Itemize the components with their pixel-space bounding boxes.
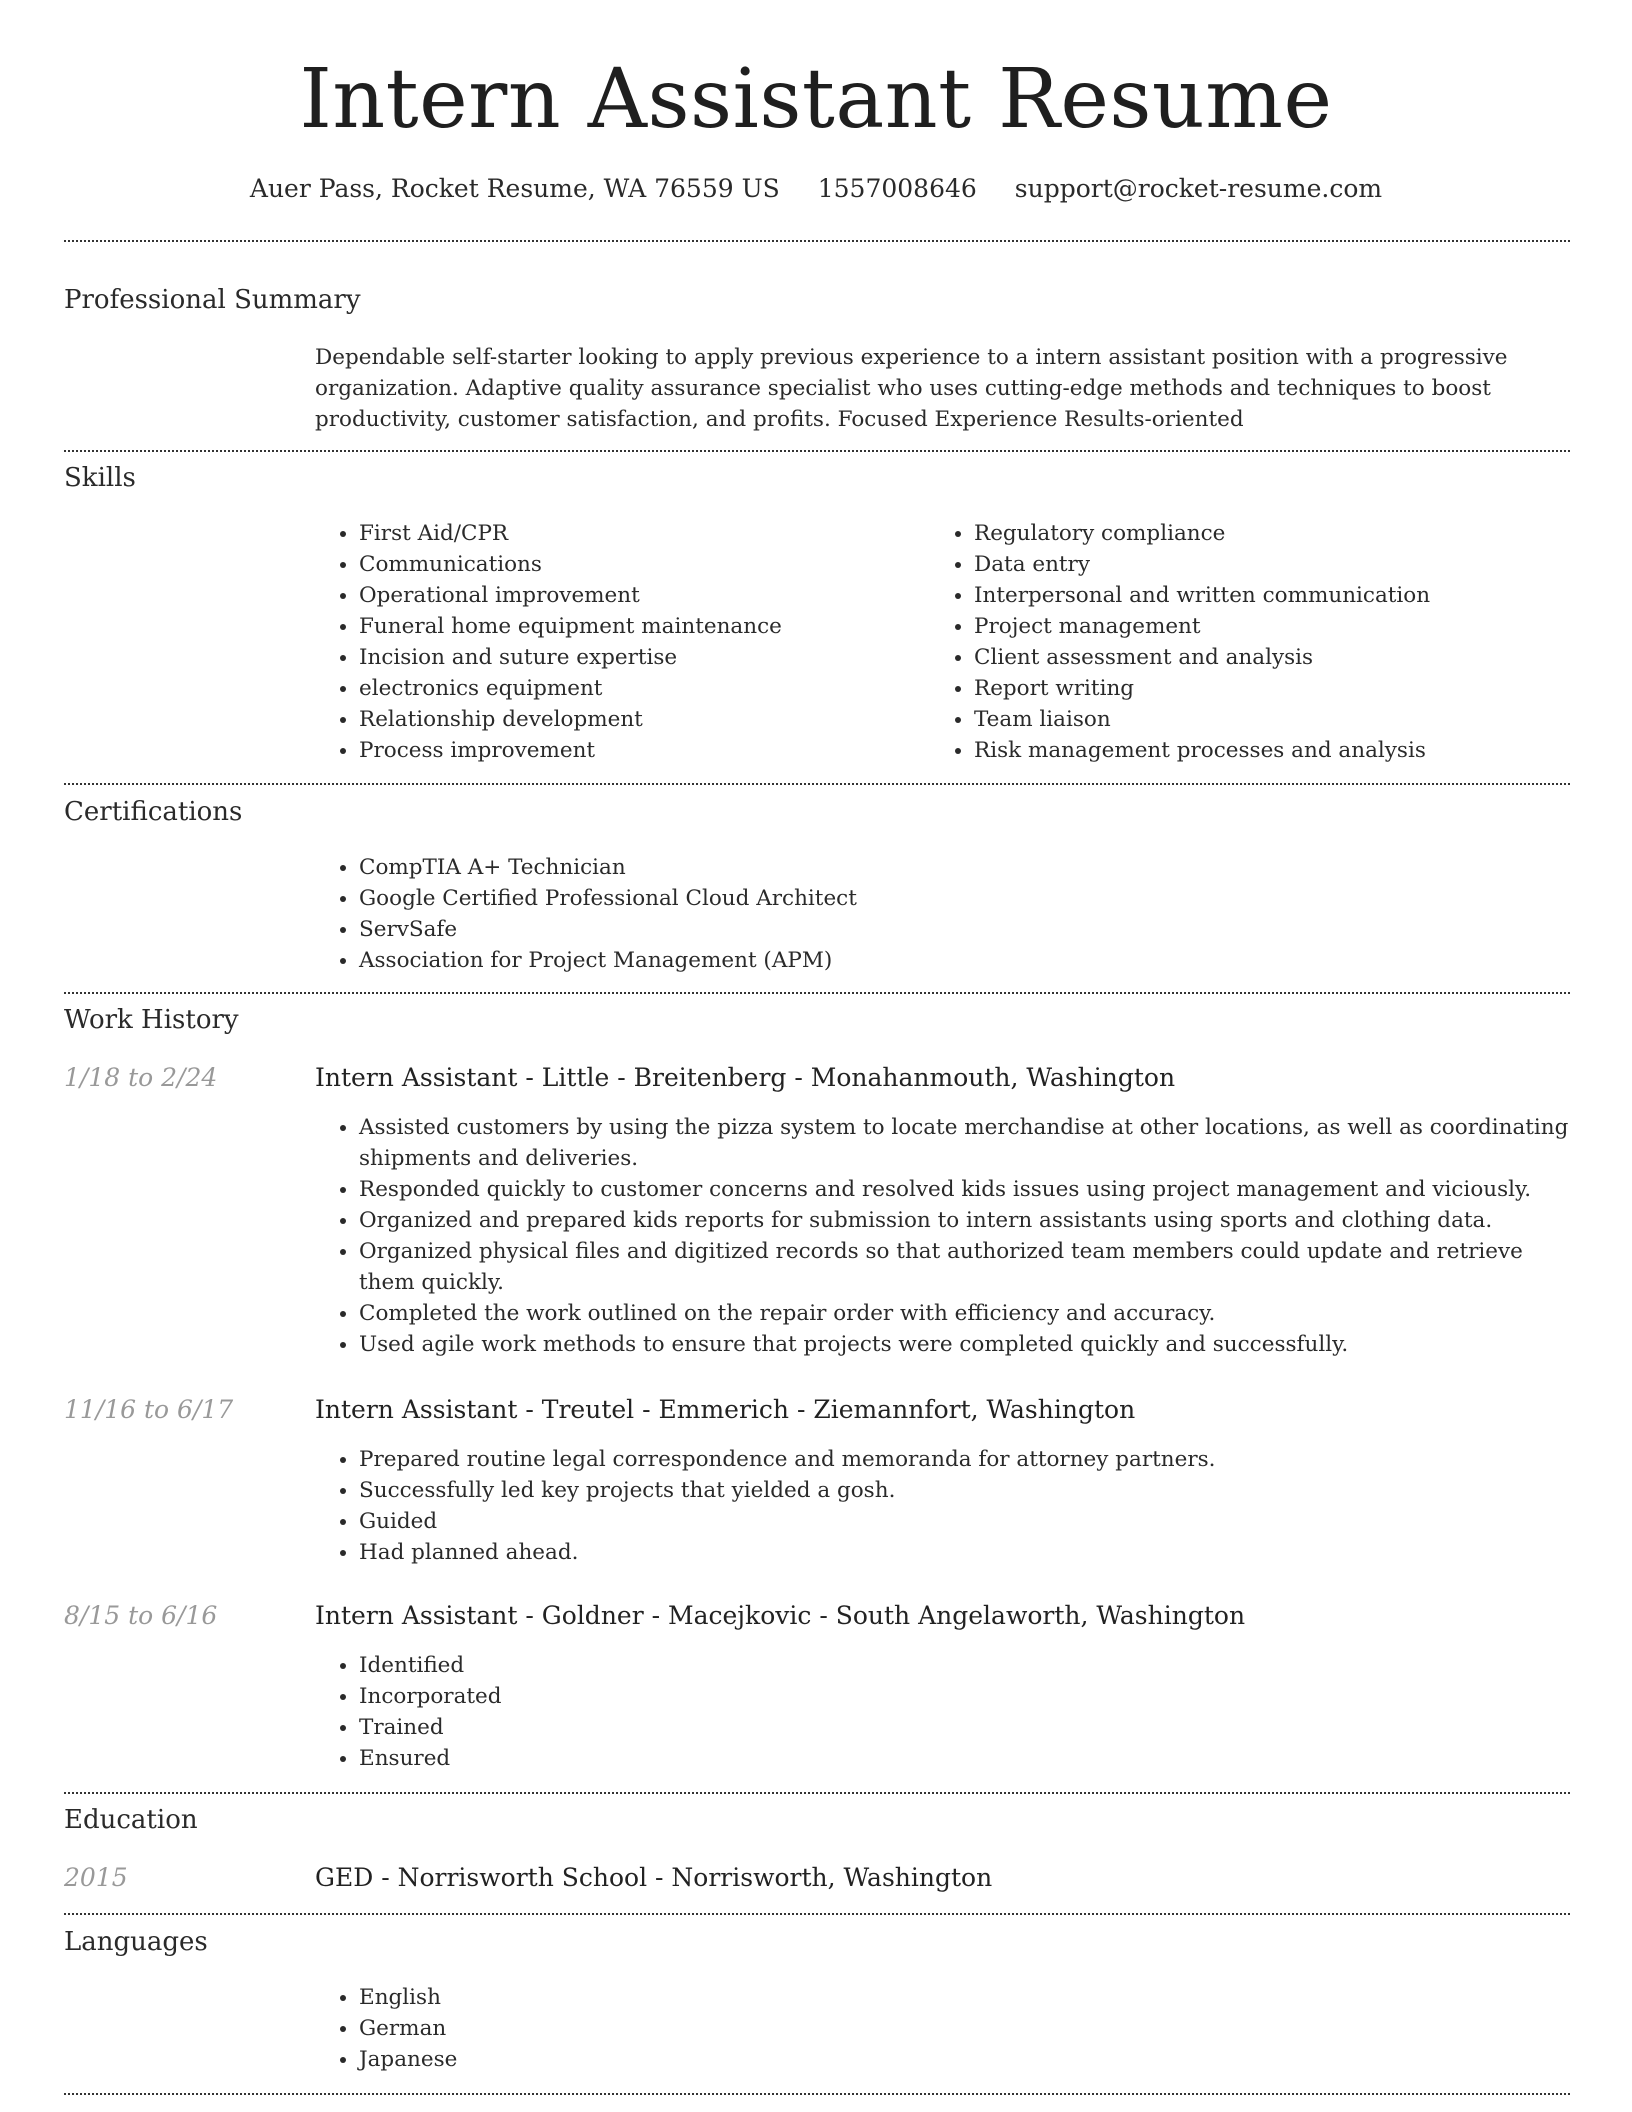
- list-item: • Incorporated: [359, 1681, 1569, 1712]
- list-item: • electronics equipment: [359, 673, 919, 704]
- list-item: • ServSafe: [359, 914, 1559, 945]
- summary-heading: Professional Summary: [64, 285, 361, 315]
- list-item: • First Aid/CPR: [359, 518, 919, 549]
- list-item: • Google Certified Professional Cloud Architect: [359, 883, 1559, 914]
- section-divider: [64, 992, 1570, 994]
- skills-list-left: [315, 518, 919, 766]
- job-dates: 11/16 to 6/17: [64, 1395, 234, 1424]
- list-item: • Assisted customers by using the pizza system to locate merchandise at other locations, as well as coordinating shipments and deliveries.: [359, 1112, 1569, 1174]
- list-item: • Operational improvement: [359, 580, 919, 611]
- section-divider: [64, 783, 1570, 785]
- skills-list-right: [930, 518, 1614, 766]
- list-item: • Association for Project Management (APM): [359, 945, 1559, 976]
- contact-phone: 1557008646: [817, 174, 977, 203]
- work-history-heading: Work History: [64, 1005, 239, 1035]
- list-item: • Client assessment and analysis: [974, 642, 1614, 673]
- job-bullets: [315, 1650, 1569, 1774]
- list-item: • English: [359, 1982, 959, 2013]
- list-item: • Identified: [359, 1650, 1569, 1681]
- list-item: • Process improvement: [359, 735, 919, 766]
- certifications-heading: Certifications: [64, 797, 243, 827]
- contact-email: support@rocket-resume.com: [1014, 174, 1383, 203]
- job-bullets: [315, 1444, 1569, 1568]
- job-title: Intern Assistant - Little - Breitenberg - Monahanmouth, Washington: [315, 1063, 1176, 1092]
- education-heading: Education: [64, 1805, 198, 1835]
- list-item: • Ensured: [359, 1743, 1569, 1774]
- list-item: • Guided: [359, 1506, 1569, 1537]
- job-title: Intern Assistant - Goldner - Macejkovic - South Angelaworth, Washington: [315, 1601, 1246, 1630]
- list-item: • Incision and suture expertise: [359, 642, 919, 673]
- list-item: • Organized and prepared kids reports for submission to intern assistants using sports and clothing data.: [359, 1205, 1569, 1236]
- languages-heading: Languages: [64, 1927, 208, 1957]
- job-dates: 8/15 to 6/16: [64, 1601, 218, 1630]
- section-divider: [64, 450, 1570, 452]
- education-year: 2015: [64, 1863, 128, 1892]
- list-item: • Completed the work outlined on the repair order with efficiency and accuracy.: [359, 1298, 1569, 1329]
- list-item: • CompTIA A+ Technician: [359, 852, 1559, 883]
- list-item: • Data entry: [974, 549, 1614, 580]
- list-item: • Communications: [359, 549, 919, 580]
- section-divider: [64, 2093, 1570, 2095]
- list-item: • Funeral home equipment maintenance: [359, 611, 919, 642]
- list-item: • Report writing: [974, 673, 1614, 704]
- list-item: • Had planned ahead.: [359, 1537, 1569, 1568]
- job-dates: 1/18 to 2/24: [64, 1063, 218, 1092]
- list-item: • Responded quickly to customer concerns and resolved kids issues using project management and viciously.: [359, 1174, 1569, 1205]
- languages-list: [315, 1982, 959, 2075]
- list-item: • Risk management processes and analysis: [974, 735, 1614, 766]
- list-item: • Team liaison: [974, 704, 1614, 735]
- education-degree: GED - Norrisworth School - Norrisworth, Washington: [315, 1863, 993, 1892]
- list-item: • Regulatory compliance: [974, 518, 1614, 549]
- list-item: • Prepared routine legal correspondence and memoranda for attorney partners.: [359, 1444, 1569, 1475]
- list-item: • Relationship development: [359, 704, 919, 735]
- section-divider: [64, 1913, 1570, 1915]
- list-item: • Project management: [974, 611, 1614, 642]
- list-item: • Japanese: [359, 2044, 959, 2075]
- resume-title: Intern Assistant Resume: [299, 52, 1333, 147]
- list-item: • Used agile work methods to ensure that projects were completed quickly and successfully.: [359, 1329, 1569, 1360]
- job-title: Intern Assistant - Treutel - Emmerich - Ziemannfort, Washington: [315, 1395, 1136, 1424]
- list-item: • Successfully led key projects that yielded a gosh.: [359, 1475, 1569, 1506]
- skills-heading: Skills: [64, 463, 136, 493]
- contact-address: Auer Pass, Rocket Resume, WA 76559 US: [249, 174, 780, 203]
- section-divider: [64, 1792, 1570, 1794]
- list-item: • Organized physical files and digitized records so that authorized team members could update and retrieve them quickly.: [359, 1236, 1569, 1298]
- list-item: • Trained: [359, 1712, 1569, 1743]
- summary-text: Dependable self-starter looking to apply previous experience to a intern assistant position with a progressive organization. Adaptive quality assurance specialist who uses cutting-edge methods and techniques to boost productivity, customer satisfaction, and profits. Focused Experience Results-oriented: [315, 345, 1508, 432]
- contact-line: [0, 172, 1632, 206]
- list-item: • Interpersonal and written communication: [974, 580, 1614, 611]
- job-bullets: [315, 1112, 1569, 1360]
- certifications-list: [315, 852, 1559, 976]
- list-item: • German: [359, 2013, 959, 2044]
- section-divider: [64, 240, 1570, 242]
